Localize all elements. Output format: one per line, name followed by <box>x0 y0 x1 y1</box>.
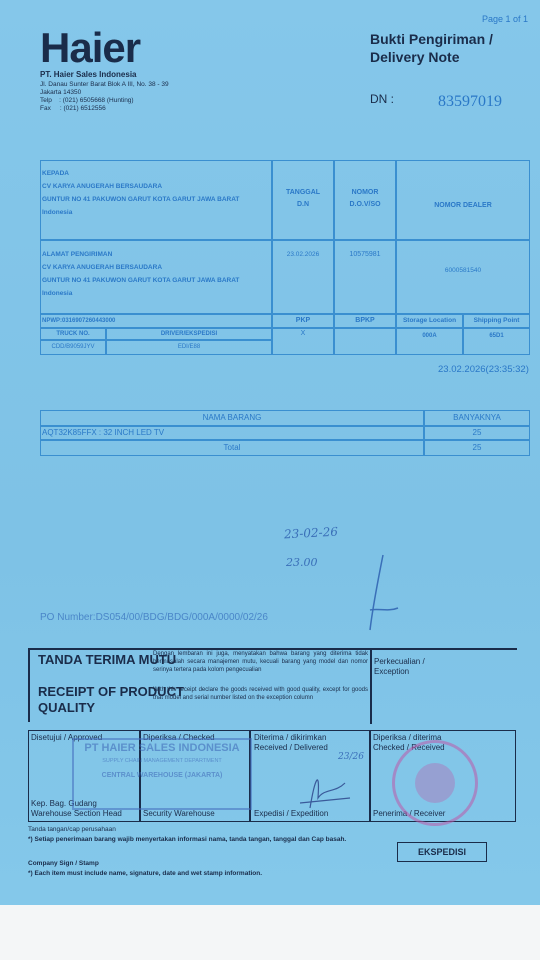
company-address-line: Jl. Danau Sunter Barat Blok A III, No. 38 - 39 <box>40 81 169 88</box>
handwritten-time: 23.00 <box>286 556 318 569</box>
receipt-text-id: Dengan lembaran ini juga, menyatakan bahwa barang yang diterima tidak bermasalah secara manajemen mutu, kecuali barang yang model dan nomor serinya tertera pada kolom pengecualian <box>153 651 368 673</box>
truck-label: TRUCK NO. <box>56 331 90 337</box>
npwp-cell <box>40 314 272 328</box>
pkp-value: X <box>300 330 306 337</box>
stamp-sub-2: CENTRAL WAREHOUSE (JAKARTA) <box>101 772 223 779</box>
shipping-header <box>463 314 530 328</box>
checked-label: Diperiksa / Checked <box>143 733 215 742</box>
storage-value: 000A <box>422 333 437 339</box>
item-name: AQT32K85FFX : 32 INCH LED TV <box>42 428 165 437</box>
receipt-title-id: TANDA TERIMA MUTU <box>38 652 177 667</box>
driver-name: EDI/E88 <box>177 344 201 350</box>
items-table <box>40 410 530 458</box>
ship-address: GUNTUR NO 41 PAKUWON GARUT KOTA GARUT JAWA BARAT <box>42 277 240 284</box>
date-value-cell <box>272 240 334 314</box>
approved-label: Disetujui / Approved <box>31 733 103 742</box>
page-indicator: Page 1 of 1 <box>482 14 529 24</box>
footer-note-2: *) Each item must include name, signature, date and wet stamp information. <box>28 870 263 877</box>
dealer-value-cell <box>396 240 530 314</box>
head-label-2: Warehouse Section Head <box>31 809 122 818</box>
ship-country: Indonesia <box>42 290 73 297</box>
company-stamp-note: Tanda tangan/cap perusahaan <box>28 826 116 833</box>
kepada-label: KEPADA <box>42 170 69 177</box>
so-number: 10575981 <box>349 251 381 258</box>
customer-address: GUNTUR NO 41 PAKUWON GARUT KOTA GARUT JAWA BARAT <box>42 196 240 203</box>
storage-label: Storage Location <box>402 317 457 324</box>
truck-header <box>40 328 106 340</box>
stamp-sub: SUPPLY CHAIN MANAGEMENT DEPARTMENT <box>102 758 222 764</box>
security-label: Security Warehouse <box>143 809 215 818</box>
item-name-header <box>40 410 424 426</box>
total-label: Total <box>223 443 241 452</box>
storage-value-cell <box>396 328 463 355</box>
document-title <box>370 30 493 66</box>
scan-margin <box>0 905 540 960</box>
haier-logo: Haier <box>40 24 141 71</box>
kepada-cell <box>40 160 272 240</box>
expedition-label: Expedisi / Expedition <box>254 809 329 818</box>
pkp-header <box>272 314 334 328</box>
item-qty-header <box>424 410 530 426</box>
dn-date: 23.02.2026 <box>286 251 320 258</box>
so-value-cell <box>334 240 396 314</box>
ekspedisi-box <box>397 842 487 862</box>
driver-value-cell <box>106 340 272 355</box>
delivered-label-2: Received / Delivered <box>254 743 328 752</box>
tanggal-label: TANGGAL <box>285 189 321 196</box>
received-label-1: Diperiksa / diterima <box>373 733 442 742</box>
footer-note-1: *) Setiap penerimaan barang wajib menyertakan informasi nama, tanda tangan, tanggal dan Cap basah. <box>28 836 347 843</box>
signature-mark <box>358 550 408 640</box>
total-value: 25 <box>472 443 482 452</box>
warehouse-stamp <box>72 738 252 810</box>
dn-number: 83597019 <box>438 93 502 110</box>
total-label-cell <box>40 440 424 456</box>
company-fax: Fax : (021) 6512556 <box>40 105 106 112</box>
dealer-number: 6000581540 <box>444 267 482 274</box>
customer-country: Indonesia <box>42 209 73 216</box>
company-name: PT. Haier Sales Indonesia <box>40 70 137 79</box>
head-label-1: Kep. Bag. Gudang <box>31 799 97 808</box>
truck-number: CDD/B9059JYV <box>51 344 95 350</box>
item-qty-label: BANYAKNYA <box>453 413 501 422</box>
item-row-qty <box>424 426 530 440</box>
receipt-title-en-2: QUALITY <box>38 700 96 715</box>
receipt-text-en: With this receipt declare the goods received with good quality, except for goods that model and serial number listed on the exception column <box>153 687 368 701</box>
pkp-label: PKP <box>295 317 311 324</box>
storage-header <box>396 314 463 328</box>
tanggal-header <box>272 160 334 240</box>
total-value-cell <box>424 440 530 456</box>
customer-table <box>40 160 530 355</box>
dn-label: DN : <box>370 92 394 106</box>
dealer-header <box>396 160 530 240</box>
title-line-1: Bukti Pengiriman / <box>370 31 493 47</box>
po-number: PO Number:DS054/00/BDG/BDG/000A/0000/02/26 <box>40 612 268 623</box>
receiver-round-stamp <box>392 740 478 826</box>
ekspedisi-label: EKSPEDISI <box>417 847 466 857</box>
receipt-title-en-1: RECEIPT OF PRODUCT <box>38 684 184 699</box>
customer-name: CV KARYA ANUGERAH BERSAUDARA <box>42 183 163 190</box>
tanggal-sub: D.N <box>296 201 310 208</box>
pkp-value-cell <box>272 328 334 355</box>
shipping-label: Shipping Point <box>473 317 520 324</box>
nomor-header <box>334 160 396 240</box>
sign-stamp-label: Company Sign / Stamp <box>28 860 99 867</box>
item-row-name <box>40 426 424 440</box>
company-phone: Telp : (021) 6505668 (Hunting) <box>40 97 134 104</box>
driver-header <box>106 328 272 340</box>
expedition-hand-date: 23/26 <box>338 752 364 762</box>
nomor-sub: D.O.V/SO <box>349 201 381 208</box>
bpkp-label: BPKP <box>355 317 375 324</box>
title-line-2: Delivery Note <box>370 49 460 65</box>
npwp: NPWP:0316907260443000 <box>42 318 116 324</box>
dealer-label: NOMOR DEALER <box>434 202 492 209</box>
truck-value-cell <box>40 340 106 355</box>
stamp-center <box>415 763 455 803</box>
item-qty: 25 <box>472 428 482 437</box>
bpkp-value-cell <box>334 328 396 355</box>
delivered-label-1: Diterima / dikirimkan <box>254 733 327 742</box>
receiver-label: Penerima / Receiver <box>373 809 446 818</box>
exception-label: Perkecualian / <box>374 657 425 666</box>
print-timestamp: 23.02.2026(23:35:32) <box>438 364 529 375</box>
bpkp-header <box>334 314 396 328</box>
received-label-2: Checked / Received <box>373 743 445 752</box>
item-name-label: NAMA BARANG <box>202 413 262 422</box>
exception-label-en: Exception <box>374 667 410 676</box>
stamp-text: PT HAIER SALES INDONESIA <box>84 742 240 754</box>
shipping-value: 65D1 <box>489 333 504 339</box>
ship-name: CV KARYA ANUGERAH BERSAUDARA <box>42 264 163 271</box>
nomor-label: NOMOR <box>351 189 379 196</box>
company-address-line: Jakarta 14350 <box>40 89 82 96</box>
driver-label: DRIVER/EKSPEDISI <box>160 331 218 337</box>
handwritten-date: 23-02-26 <box>283 524 339 542</box>
expedition-signature <box>290 758 360 818</box>
shipping-address-cell <box>40 240 272 314</box>
shipping-value-cell <box>463 328 530 355</box>
ship-label: ALAMAT PENGIRIMAN <box>42 251 113 258</box>
